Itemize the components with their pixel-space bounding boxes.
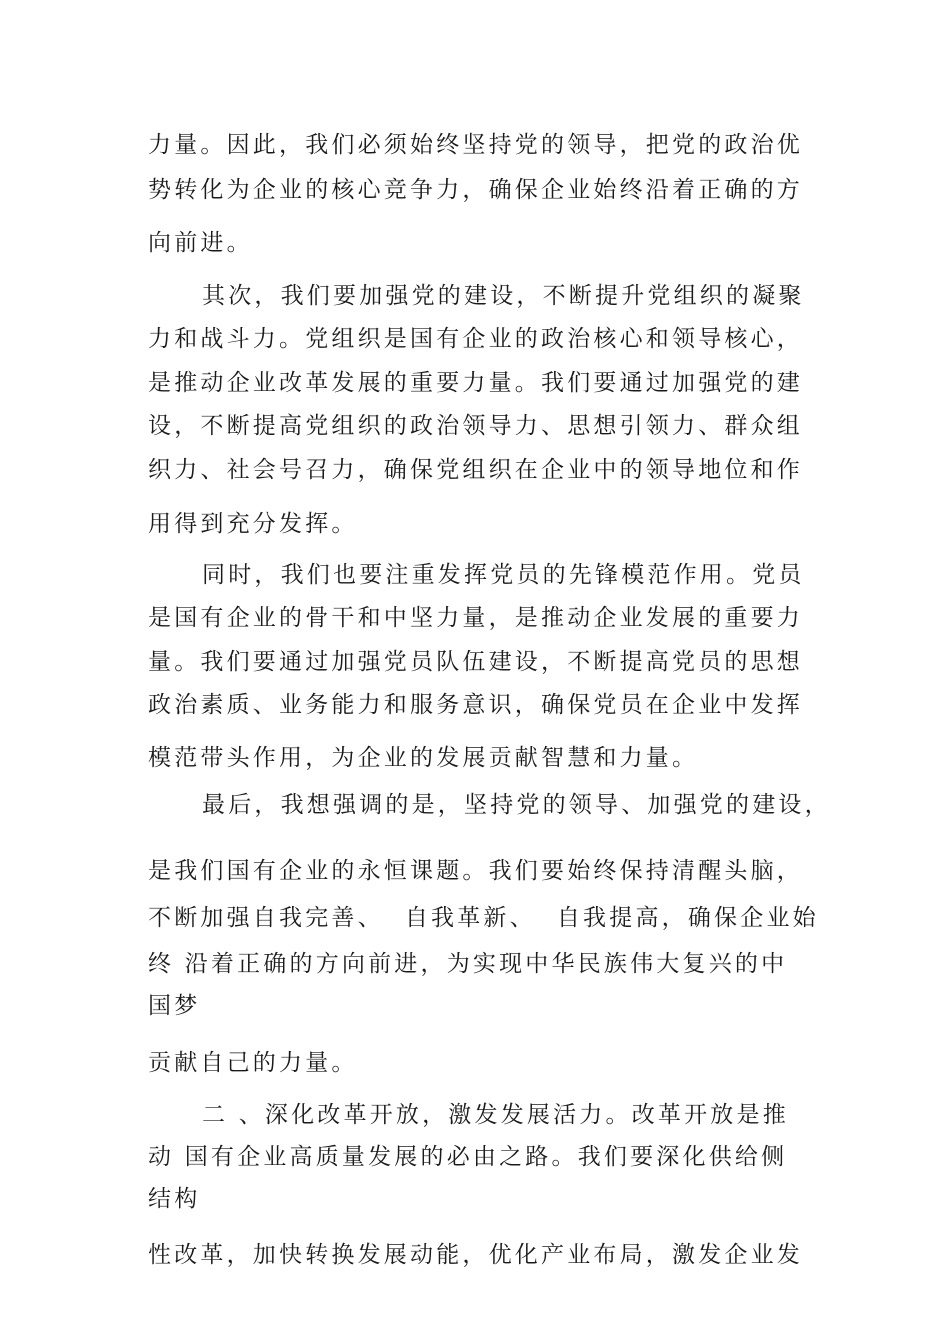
text-line: 不断加强自我完善、 自我革新、 自我提高，确保企业始 — [148, 905, 819, 931]
text-line: 动 国有企业高质量发展的必由之路。我们要深化供给侧 — [148, 1144, 788, 1170]
text-line: 终 沿着正确的方向前进，为实现中华民族伟大复兴的中 — [148, 951, 788, 977]
text-line: 势转化为企业的核心竞争力，确保企业始终沿着正确的方 — [148, 177, 803, 203]
paragraph-first-line: 二 、深化改革开放，激发发展活力。改革开放是推 — [202, 1102, 789, 1128]
text-line: 力和战斗力。党组织是国有企业的政治核心和领导核心， — [148, 326, 803, 352]
text-line: 是国有企业的骨干和中坚力量，是推动企业发展的重要力 — [148, 605, 803, 631]
text-line: 是推动企业改革发展的重要力量。我们要通过加强党的建 — [148, 370, 803, 396]
paragraph-first-line: 最后，我想强调的是，坚持党的领导、加强党的建设， — [202, 792, 831, 818]
text-line: 贡献自己的力量。 — [148, 1050, 358, 1076]
text-line: 性改革，加快转换发展动能，优化产业布局，激发企业发 — [148, 1242, 803, 1268]
text-line: 向前进。 — [148, 230, 253, 256]
paragraph-first-line: 同时，我们也要注重发挥党员的先锋模范作用。党员 — [202, 562, 805, 588]
text-line: 是我们国有企业的永恒课题。我们要始终保持清醒头脑， — [148, 858, 803, 884]
text-line: 设，不断提高党组织的政治领导力、思想引领力、群众组 — [148, 413, 803, 439]
text-line: 量。我们要通过加强党员队伍建设，不断提高党员的思想 — [148, 649, 803, 675]
paragraph-first-line: 其次，我们要加强党的建设，不断提升党组织的凝聚 — [202, 283, 805, 309]
text-line: 力量。因此，我们必须始终坚持党的领导，把党的政治优 — [148, 132, 803, 158]
text-line: 用得到充分发挥。 — [148, 511, 358, 537]
text-line: 国梦 — [148, 993, 201, 1019]
text-line: 结构 — [148, 1186, 201, 1212]
text-line: 织力、社会号召力，确保党组织在企业中的领导地位和作 — [148, 457, 803, 483]
text-line: 模范带头作用，为企业的发展贡献智慧和力量。 — [148, 745, 699, 771]
text-line: 政治素质、业务能力和服务意识，确保党员在企业中发挥 — [148, 692, 803, 718]
